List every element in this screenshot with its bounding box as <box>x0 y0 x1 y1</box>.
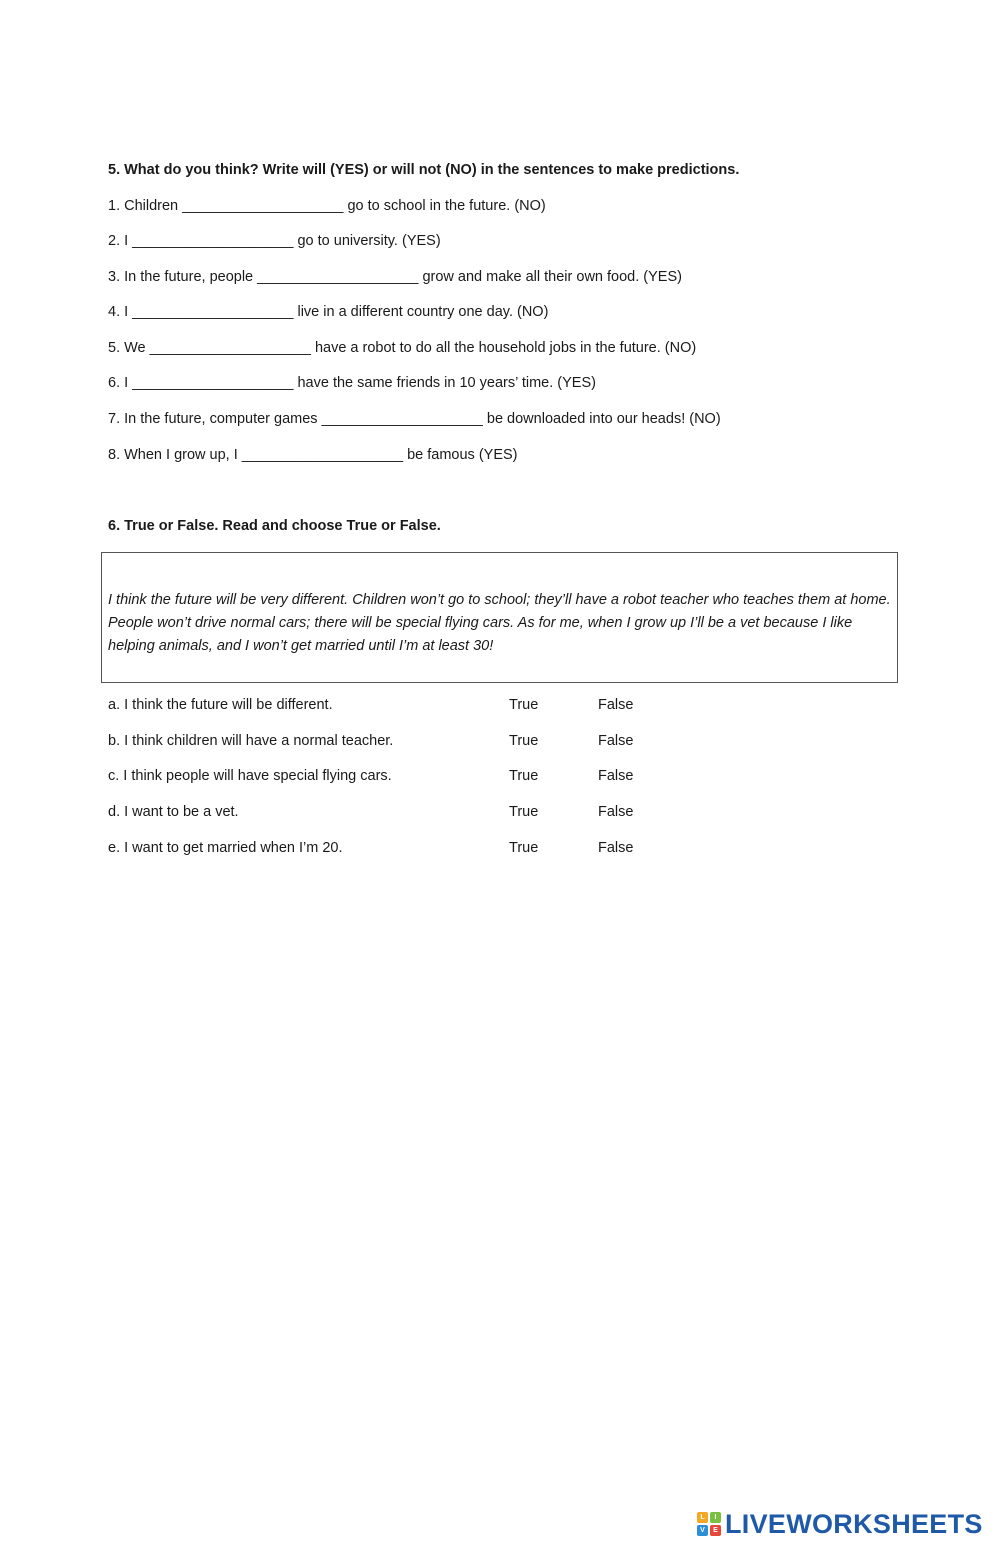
false-option-c[interactable]: False <box>598 768 634 784</box>
prediction-item-6[interactable]: 6. I ____________________ have the same friends in 10 years’ time. (YES) <box>108 375 596 391</box>
false-option-e[interactable]: False <box>598 840 634 856</box>
logo-text: LIVEWORKSHEETS <box>725 1508 983 1539</box>
true-option-d[interactable]: True <box>509 804 539 820</box>
reading-passage-box <box>101 552 898 683</box>
true-option-a[interactable]: True <box>509 697 539 713</box>
prediction-item-5[interactable]: 5. We ____________________ have a robot to do all the household jobs in the future. (NO) <box>108 340 697 356</box>
prediction-item-3[interactable]: 3. In the future, people ____________________ grow and make all their own food. (YES) <box>108 269 682 285</box>
prediction-item-4[interactable]: 4. I ____________________ live in a different country one day. (NO) <box>108 304 549 320</box>
logo-blocks-icon: L I V E <box>697 1512 721 1536</box>
prediction-item-1[interactable]: 1. Children ____________________ go to school in the future. (NO) <box>108 198 546 214</box>
statement-b: b. I think children will have a normal teacher. <box>108 733 394 749</box>
prediction-item-2[interactable]: 2. I ____________________ go to university. (YES) <box>108 233 441 249</box>
prediction-item-8[interactable]: 8. When I grow up, I ____________________ be famous (YES) <box>108 447 518 463</box>
statement-c: c. I think people will have special flying cars. <box>108 768 392 784</box>
true-option-c[interactable]: True <box>509 768 539 784</box>
statement-d: d. I want to be a vet. <box>108 804 239 820</box>
statement-e: e. I want to get married when I’m 20. <box>108 840 343 856</box>
false-option-b[interactable]: False <box>598 733 634 749</box>
false-option-d[interactable]: False <box>598 804 634 820</box>
false-option-a[interactable]: False <box>598 697 634 713</box>
section6-heading: 6. True or False. Read and choose True or False. <box>108 518 441 534</box>
true-option-b[interactable]: True <box>509 733 539 749</box>
reading-passage: I think the future will be very different. Children won’t go to school; they’ll have a robot teacher who teaches them at home. People won’t drive normal cars; there will be special flying cars. As for me, when I grow up I’ll be a vet because I like helping animals, and I won’t get married until I’m at least 30! <box>108 592 891 654</box>
prediction-item-7[interactable]: 7. In the future, computer games ____________________ be downloaded into our heads! (NO) <box>108 411 721 427</box>
liveworksheets-logo <box>697 1508 983 1540</box>
true-option-e[interactable]: True <box>509 840 539 856</box>
section5-heading: 5. What do you think? Write will (YES) or will not (NO) in the sentences to make predictions. <box>108 162 740 178</box>
statement-a: a. I think the future will be different. <box>108 697 333 713</box>
